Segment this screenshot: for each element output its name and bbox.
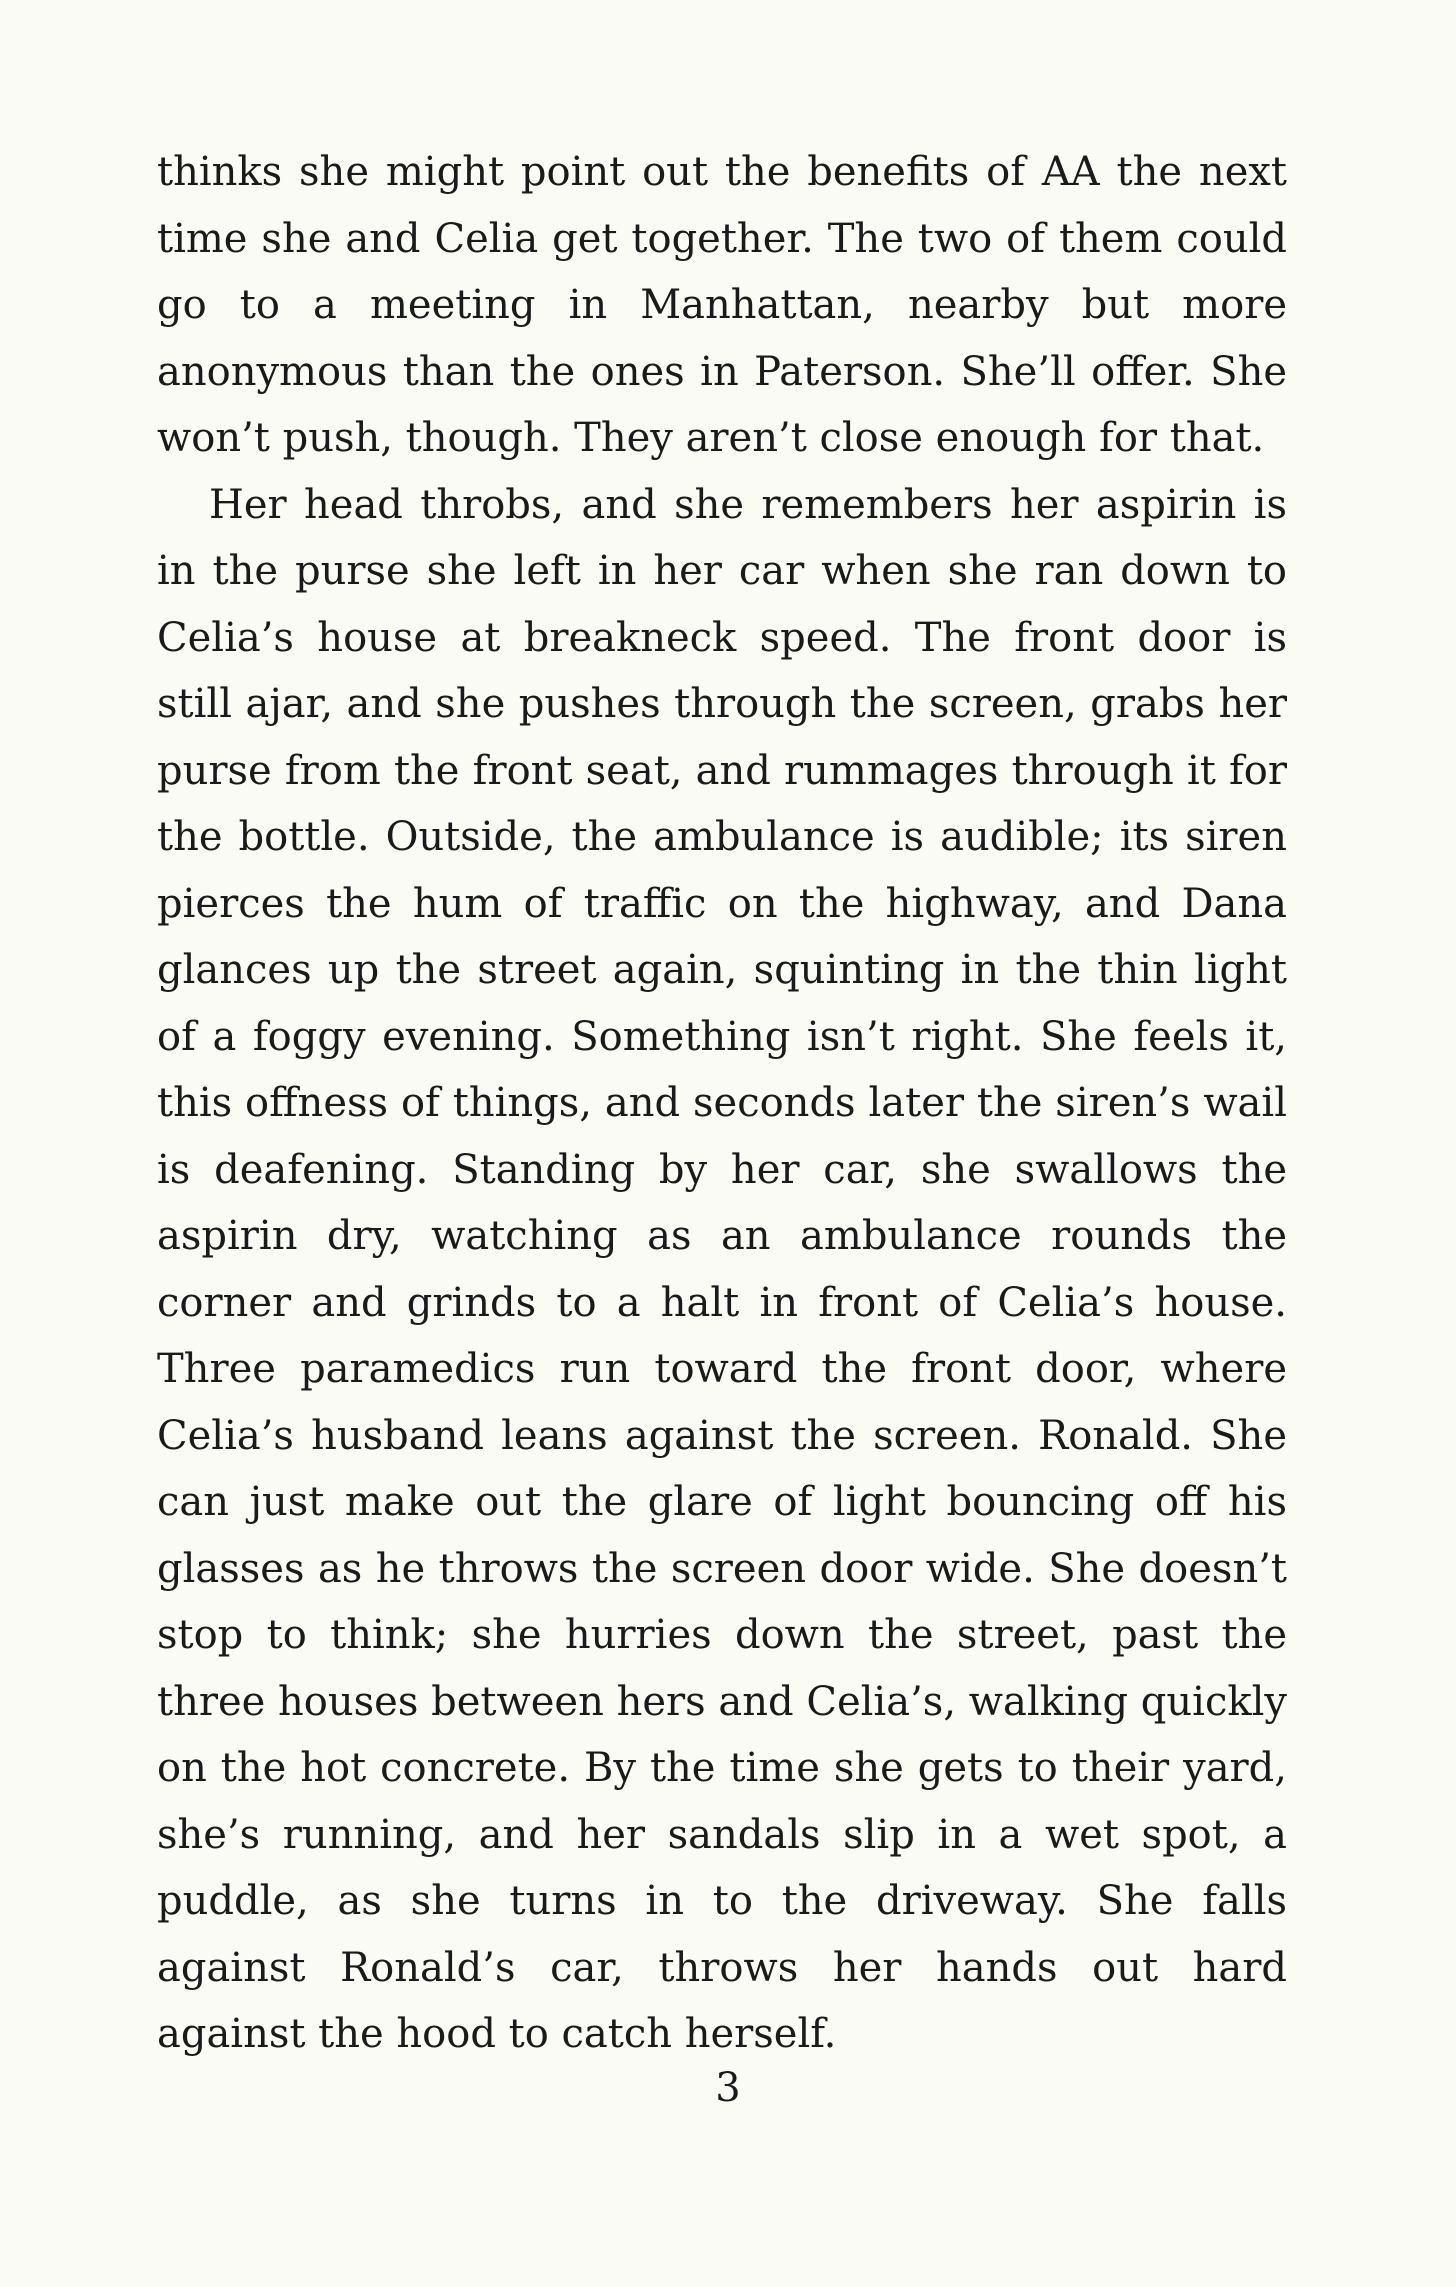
page-number: 3 [715, 2065, 741, 2111]
paragraph-1: thinks she might point out the benefits of AA the next time she and Celia get together. The two of them could go to a meeting in Manhattan, nearby but more anonymous than the ones in Paterson. She’ll offer. She won’t push, though. They aren’t close enough for that. [157, 149, 1287, 461]
body-text [157, 139, 1287, 2068]
paragraph-2: Her head throbs, and she remembers her aspirin is in the purse she left in her car when she ran down to Celia’s house at breakneck speed. The front door is still ajar, and she pushes through the screen, grabs her purse from the front seat, and rummages through it for the bottle. Outside, the ambulance is audible; its siren pierces the hum of traffic on the highway, and Dana glances up the street again, squinting in the thin light of a foggy evening. Something isn’t right. She feels it, this offness of things, and seconds later the siren’s wail is deafening. Standing by her car, she swallows the aspirin dry, watching as an ambulance rounds the corner and grinds to a halt in front of Celia’s house. Three paramedics run toward the front door, where Celia’s husband leans against the screen. Ronald. She can just make out the glare of light bouncing off his glasses as he throws the screen door wide. She doesn’t stop to think; she hurries down the street, past the three houses between hers and Celia’s, walking quickly on the hot concrete. By the time she gets to their yard, she’s running, and her sandals slip in a wet spot, a puddle, as she turns in to the driveway. She falls against Ronald’s car, throws her hands out hard against the hood to catch herself. [157, 481, 1287, 2057]
